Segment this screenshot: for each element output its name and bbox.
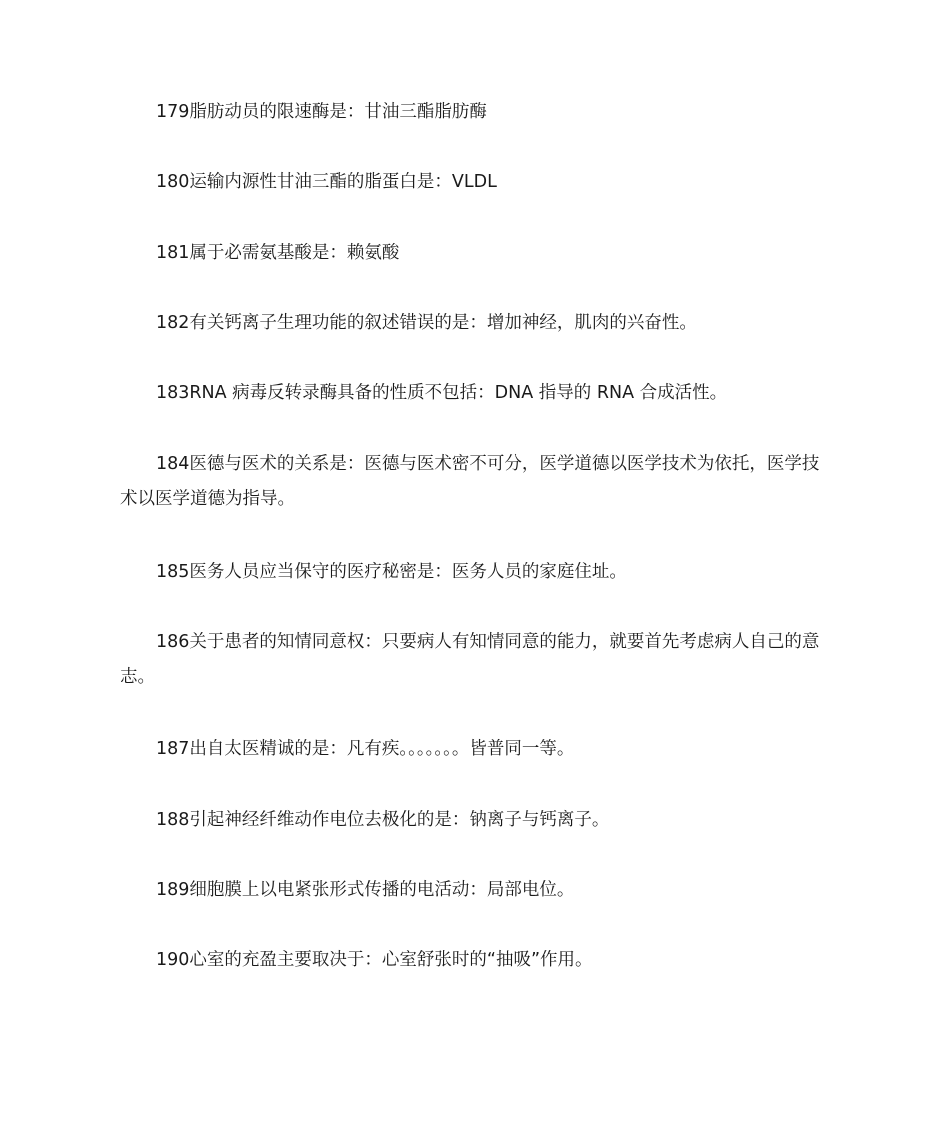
paragraph-183: 183RNA 病毒反转录酶具备的性质不包括：DNA 指导的 RNA 合成活性。 (156, 383, 728, 403)
paragraph-190: 190心室的充盈主要取决于：心室舒张时的“抽吸”作用。 (156, 950, 593, 970)
paragraph-188: 188引起神经纤维动作电位去极化的是：钠离子与钙离子。 (156, 810, 610, 830)
paragraph-182: 182有关钙离子生理功能的叙述错误的是：增加神经，肌肉的兴奋性。 (156, 313, 697, 333)
paragraph-184: 184医德与医术的关系是：医德与医术密不可分，医学道德以医学技术为依托，医学技术以医学道德为指导。 (120, 454, 820, 509)
paragraph-187: 187出自太医精诚的是：凡有疾。。。。。。。皆普同一等。 (156, 739, 575, 759)
paragraph-180: 180运输内源性甘油三酯的脂蛋白是：VLDL (156, 172, 497, 192)
paragraph-181: 181属于必需氨基酸是：赖氨酸 (156, 243, 400, 263)
paragraph-186: 186关于患者的知情同意权：只要病人有知情同意的能力，就要首先考虑病人自己的意志。 (120, 632, 820, 687)
paragraph-185: 185医务人员应当保守的医疗秘密是：医务人员的家庭住址。 (156, 562, 627, 582)
paragraph-189: 189细胞膜上以电紧张形式传播的电活动：局部电位。 (156, 880, 575, 900)
paragraph-179: 179脂肪动员的限速酶是：甘油三酯脂肪酶 (156, 102, 487, 122)
